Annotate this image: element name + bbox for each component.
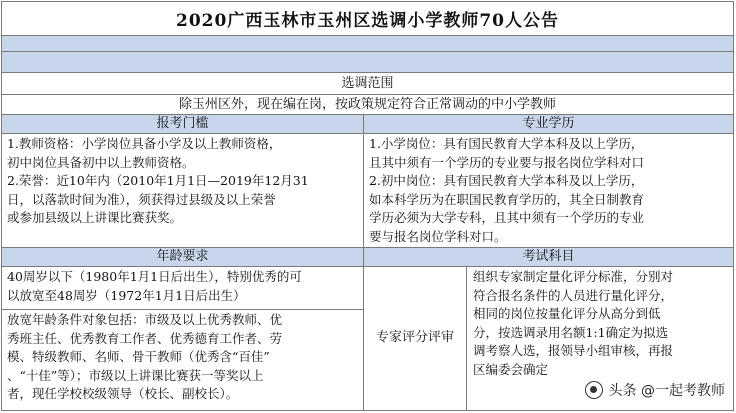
education-cell <box>364 134 733 247</box>
header-band-2 <box>2 52 733 73</box>
age-basic-line: 以放宽至48周岁（1972年1月1日后出生） <box>7 287 246 303</box>
page-title: 2020广西玉林市玉州区选调小学教师70人公告 <box>2 2 733 36</box>
scope-text: 除玉州区外，现在编在岗，按政策规定符合正常调动的中小学教师 <box>2 95 733 115</box>
age-basic-cell <box>2 267 363 309</box>
watermark-text: 头条 @一起考教师 <box>608 383 725 399</box>
exam-line: 相同的岗位按量化评分从高分到低 <box>473 306 661 321</box>
requirements-line: 日，以落款时间为准），须获得过县级及以上荣誉 <box>7 191 276 207</box>
age-relaxed-cell <box>2 310 363 410</box>
education-line: 1.小学岗位：具有国民教育大学本科及以上学历， <box>369 136 644 151</box>
age-relaxed-line: 模、特级教师、名师、骨干教师（优秀含“百佳” <box>7 349 270 364</box>
exam-line: 符合报名条件的人员进行量化评分， <box>473 287 674 303</box>
requirements-line: 或参加县级以上讲课比赛获奖。 <box>7 210 183 225</box>
requirements-line: 1.教师资格：小学岗位具备小学及以上教师资格， <box>7 136 282 151</box>
education-line: 要与报名岗位学科对口。 <box>369 228 507 244</box>
education-line: 如本科学历为在职国民教育学历的，其全日制教育 <box>369 191 645 207</box>
education-line: 学历必须为大学专科，且其中须有一个学历的专业 <box>369 210 645 225</box>
education-line: 且其中须有一个学历的专业要与报名岗位学科对口 <box>369 154 645 170</box>
requirements-heading: 报考门槛 <box>2 115 363 134</box>
age-basic-line: 40周岁以下（1980年1月1日后出生），特别优秀的可 <box>7 269 302 284</box>
age-heading: 年龄要求 <box>2 248 363 267</box>
requirements-cell <box>2 134 363 247</box>
age-relaxed-line: 者，现任学校校级领导（校长、副校长）。 <box>7 386 239 401</box>
scope-heading: 选调范围 <box>2 73 733 95</box>
exam-line: 调考察人选，报领导小组审核，再报 <box>473 343 674 358</box>
watermark <box>585 380 725 400</box>
requirements-line: 2.荣誉：近10年内（2010年1月1日—2019年12月31 <box>7 173 309 188</box>
header-band <box>2 36 733 52</box>
exam-line: 分，按选调录用名额1:1确定为拟选 <box>473 324 669 340</box>
toutiao-logo-icon <box>585 381 603 399</box>
education-line: 2.初中岗位：具有国民教育大学本科及以上学历， <box>369 173 644 188</box>
exam-line: 区编委会确定 <box>473 361 549 377</box>
exam-heading: 考试科目 <box>364 248 733 267</box>
education-heading: 专业学历 <box>364 115 733 134</box>
exam-method-cell: 专家评分评审 <box>375 330 454 346</box>
age-relaxed-line: 放宽年龄条件对象包括：市级及以上优秀教师、优 <box>7 312 283 327</box>
exam-line: 组织专家制定量化评分标准，分别对 <box>473 269 674 284</box>
age-relaxed-line: 、“十佳”等）；市级以上讲课比赛获一等奖以上 <box>7 367 264 383</box>
age-relaxed-line: 秀班主任、优秀教育工作者、优秀德育工作者、劳 <box>7 330 283 346</box>
announcement-table <box>1 1 734 411</box>
requirements-line: 初中岗位具备初中以上教师资格。 <box>7 154 195 170</box>
